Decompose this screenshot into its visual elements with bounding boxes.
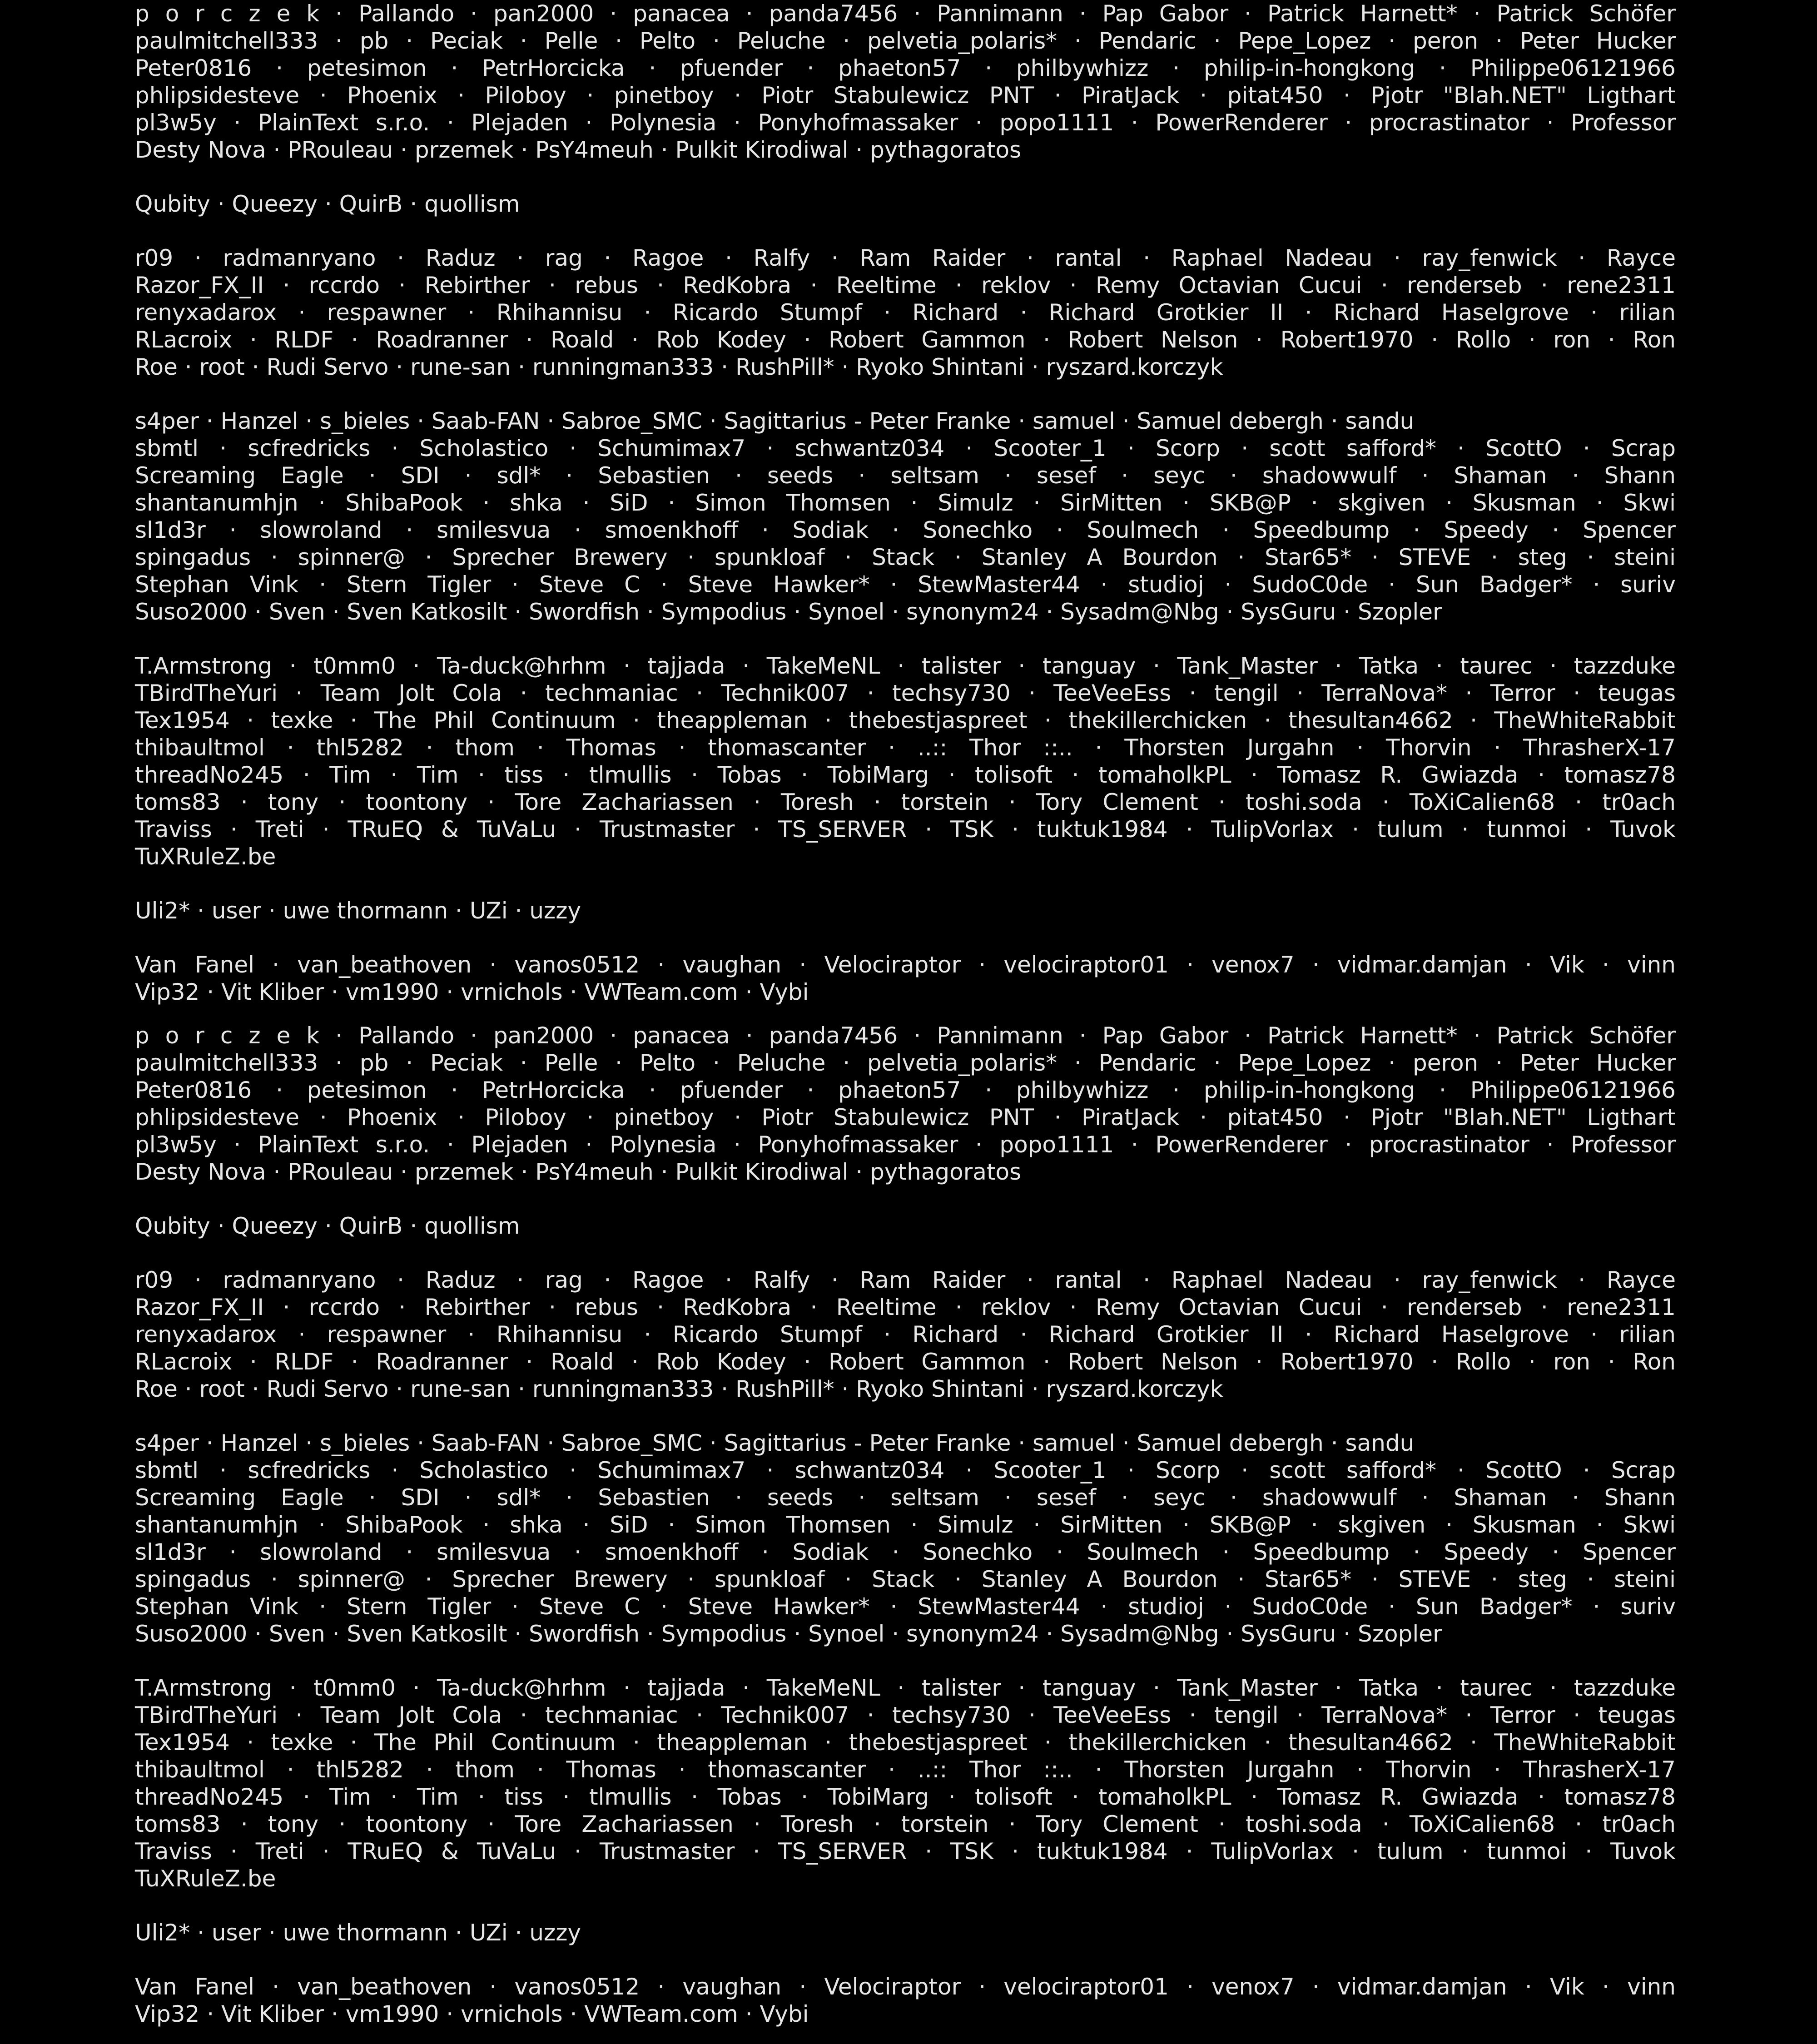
credits-line: T.Armstrong · t0mm0 · Ta-duck@hrhm · tajjada · TakeMeNL · talister · tanguay · Tank_Master · Tatka · taurec · tazzduke bbox=[135, 653, 1676, 679]
credits-line: Suso2000 · Sven · Sven Katkosilt · Swordfish · Sympodius · Synoel · synonym24 · Sysadm@Nbg · SysGuru · Szopler bbox=[135, 599, 1442, 625]
credits-group-r bbox=[135, 1266, 1676, 1403]
credits-line: renyxadarox · respawner · Rhihannisu · Ricardo Stumpf · Richard · Richard Grotkier II · Richard Haselgrove · rilian bbox=[135, 299, 1676, 326]
credits-line: Razor_FX_II · rccrdo · Rebirther · rebus · RedKobra · Reeltime · reklov · Remy Octavian Cucui · renderseb · rene2311 bbox=[135, 272, 1676, 298]
credits-line: s4per · Hanzel · s_bieles · Saab-FAN · Sabroe_SMC · Sagittarius - Peter Franke · samuel · Samuel debergh · sandu bbox=[135, 1430, 1415, 1456]
credits-group-p bbox=[135, 0, 1676, 164]
credits-line: r09 · radmanryano · Raduz · rag · Ragoe · Ralfy · Ram Raider · rantal · Raphael Nadeau · ray_fenwick · Rayce bbox=[135, 1267, 1676, 1293]
credits-line: Uli2* · user · uwe thormann · UZi · uzzy bbox=[135, 898, 581, 924]
credits-line: Van Fanel · van_beathoven · vanos0512 · vaughan · Velociraptor · velociraptor01 · venox7 · vidmar.damjan · Vik · vinn bbox=[135, 952, 1676, 978]
credits-group-q bbox=[135, 1212, 1676, 1240]
credits-line: Tex1954 · texke · The Phil Continuum · theappleman · thebestjaspreet · thekillerchicken · thesultan4662 · TheWhiteRabbit bbox=[135, 1729, 1676, 1756]
credits-line: TuXRuleZ.be bbox=[135, 843, 276, 870]
credits-line: RLacroix · RLDF · Roadranner · Roald · Rob Kodey · Robert Gammon · Robert Nelson · Robert1970 · Rollo · ron · Ron bbox=[135, 327, 1676, 353]
credits-line: Suso2000 · Sven · Sven Katkosilt · Swordfish · Sympodius · Synoel · synonym24 · Sysadm@Nbg · SysGuru · Szopler bbox=[135, 1621, 1442, 1647]
credits-group-r bbox=[135, 244, 1676, 381]
credits-line: spingadus · spinner@ · Sprecher Brewery · spunkloaf · Stack · Stanley A Bourdon · Star65* · STEVE · steg · steini bbox=[135, 544, 1676, 571]
credits-group-t bbox=[135, 652, 1676, 870]
credits-line: Qubity · Queezy · QuirB · quollism bbox=[135, 1213, 520, 1239]
credits-line: shantanumhjn · ShibaPook · shka · SiD · Simon Thomsen · Simulz · SirMitten · SKB@P · skgiven · Skusman · Skwi bbox=[135, 1512, 1676, 1538]
credits-line: threadNo245 · Tim · Tim · tiss · tlmullis · Tobas · TobiMarg · tolisoft · tomaholkPL · Tomasz R. Gwiazda · tomasz78 bbox=[135, 762, 1676, 788]
credits-line: T.Armstrong · t0mm0 · Ta-duck@hrhm · tajjada · TakeMeNL · talister · tanguay · Tank_Master · Tatka · taurec · tazzduke bbox=[135, 1675, 1676, 1701]
credits-group-u bbox=[135, 897, 1676, 924]
credits-line: pl3w5y · PlainText s.r.o. · Plejaden · Polynesia · Ponyhofmassaker · popo1111 · PowerRenderer · procrastinator · Professor bbox=[135, 1131, 1676, 1158]
credits-line: p o r c z e k · Pallando · pan2000 · panacea · panda7456 · Pannimann · Pap Gabor · Patrick Harnett* · Patrick Schöfer bbox=[135, 1022, 1676, 1049]
credits-line: Stephan Vink · Stern Tigler · Steve C · Steve Hawker* · StewMaster44 · studioj · SudoC0de · Sun Badger* · suriv bbox=[135, 1593, 1676, 1620]
credits-line: Vip32 · Vit Kliber · vm1990 · vrnichols · VWTeam.com · Vybi bbox=[135, 979, 809, 1005]
credits-line: spingadus · spinner@ · Sprecher Brewery · spunkloaf · Stack · Stanley A Bourdon · Star65* · STEVE · steg · steini bbox=[135, 1566, 1676, 1593]
credits-line: sbmtl · scfredricks · Scholastico · Schumimax7 · schwantz034 · Scooter_1 · Scorp · scott safford* · ScottO · Scrap bbox=[135, 1457, 1676, 1483]
credits-line: toms83 · tony · toontony · Tore Zachariassen · Toresh · torstein · Tory Clement · toshi.soda · ToXiCalien68 · tr0ach bbox=[135, 1811, 1676, 1837]
credits-line: Traviss · Treti · TRuEQ & TuVaLu · Trustmaster · TS_SERVER · TSK · tuktuk1984 · TulipVorlax · tulum · tunmoi · Tuvok bbox=[135, 816, 1676, 843]
credits-line: Uli2* · user · uwe thormann · UZi · uzzy bbox=[135, 1920, 581, 1946]
credits-line: sl1d3r · slowroland · smilesvua · smoenkhoff · Sodiak · Sonechko · Soulmech · Speedbump · Speedy · Spencer bbox=[135, 517, 1676, 543]
credits-line: Qubity · Queezy · QuirB · quollism bbox=[135, 191, 520, 217]
credits-line: Desty Nova · PRouleau · przemek · PsY4meuh · Pulkit Kirodiwal · pythagoratos bbox=[135, 1159, 1022, 1185]
credits-group-q bbox=[135, 190, 1676, 218]
credits-line: toms83 · tony · toontony · Tore Zachariassen · Toresh · torstein · Tory Clement · toshi.soda · ToXiCalien68 · tr0ach bbox=[135, 789, 1676, 815]
credits-line: paulmitchell333 · pb · Peciak · Pelle · Pelto · Peluche · pelvetia_polaris* · Pendaric · Pepe_Lopez · peron · Peter Hucker bbox=[135, 1050, 1676, 1076]
credits-line: phlipsidesteve · Phoenix · Piloboy · pinetboy · Piotr Stabulewicz PNT · PiratJack · pitat450 · Pjotr "Blah.NET" Ligthart bbox=[135, 1104, 1676, 1131]
credits-line: Traviss · Treti · TRuEQ & TuVaLu · Trustmaster · TS_SERVER · TSK · tuktuk1984 · TulipVorlax · tulum · tunmoi · Tuvok bbox=[135, 1838, 1676, 1865]
credits-column bbox=[135, 1022, 1676, 2028]
credits-group-u bbox=[135, 1919, 1676, 1946]
credits-line: s4per · Hanzel · s_bieles · Saab-FAN · Sabroe_SMC · Sagittarius - Peter Franke · samuel · Samuel debergh · sandu bbox=[135, 408, 1415, 434]
credits-line: Roe · root · Rudi Servo · rune-san · runningman333 · RushPill* · Ryoko Shintani · ryszard.korczyk bbox=[135, 354, 1223, 380]
credits-line: TBirdTheYuri · Team Jolt Cola · techmaniac · Technik007 · techsy730 · TeeVeeEss · tengil · TerraNova* · Terror · teugas bbox=[135, 1702, 1676, 1728]
credits-line: TuXRuleZ.be bbox=[135, 1865, 276, 1892]
credits-line: paulmitchell333 · pb · Peciak · Pelle · Pelto · Peluche · pelvetia_polaris* · Pendaric · Pepe_Lopez · peron · Peter Hucker bbox=[135, 28, 1676, 54]
credits-group-v bbox=[135, 951, 1676, 1006]
credits-line: Stephan Vink · Stern Tigler · Steve C · Steve Hawker* · StewMaster44 · studioj · SudoC0de · Sun Badger* · suriv bbox=[135, 571, 1676, 598]
credits-line: threadNo245 · Tim · Tim · tiss · tlmullis · Tobas · TobiMarg · tolisoft · tomaholkPL · Tomasz R. Gwiazda · tomasz78 bbox=[135, 1784, 1676, 1810]
credits-line: sbmtl · scfredricks · Scholastico · Schumimax7 · schwantz034 · Scooter_1 · Scorp · scott safford* · ScottO · Scrap bbox=[135, 435, 1676, 461]
credits-line: sl1d3r · slowroland · smilesvua · smoenkhoff · Sodiak · Sonechko · Soulmech · Speedbump · Speedy · Spencer bbox=[135, 1539, 1676, 1565]
credits-line: Van Fanel · van_beathoven · vanos0512 · vaughan · Velociraptor · velociraptor01 · venox7 · vidmar.damjan · Vik · vinn bbox=[135, 1974, 1676, 2000]
credits-group-v bbox=[135, 1973, 1676, 2028]
credits-group-p bbox=[135, 1022, 1676, 1186]
credits-line: Tex1954 · texke · The Phil Continuum · theappleman · thebestjaspreet · thekillerchicken · thesultan4662 · TheWhiteRabbit bbox=[135, 707, 1676, 734]
credits-line: thibaultmol · thl5282 · thom · Thomas · thomascanter · ..:: Thor ::.. · Thorsten Jurgahn · Thorvin · ThrasherX-17 bbox=[135, 734, 1676, 761]
credits-column bbox=[135, 0, 1676, 1006]
credits-line: Screaming Eagle · SDI · sdl* · Sebastien · seeds · seltsam · sesef · seyc · shadowwulf · Shaman · Shann bbox=[135, 1484, 1676, 1511]
credits-line: RLacroix · RLDF · Roadranner · Roald · Rob Kodey · Robert Gammon · Robert Nelson · Robert1970 · Rollo · ron · Ron bbox=[135, 1349, 1676, 1375]
credits-line: Razor_FX_II · rccrdo · Rebirther · rebus · RedKobra · Reeltime · reklov · Remy Octavian Cucui · renderseb · rene2311 bbox=[135, 1294, 1676, 1320]
credits-group-s bbox=[135, 407, 1676, 625]
credits-line: thibaultmol · thl5282 · thom · Thomas · thomascanter · ..:: Thor ::.. · Thorsten Jurgahn · Thorvin · ThrasherX-17 bbox=[135, 1756, 1676, 1783]
credits-line: renyxadarox · respawner · Rhihannisu · Ricardo Stumpf · Richard · Richard Grotkier II · Richard Haselgrove · rilian bbox=[135, 1321, 1676, 1348]
credits-line: Peter0816 · petesimon · PetrHorcicka · pfuender · phaeton57 · philbywhizz · philip-in-hongkong · Philippe06121966 bbox=[135, 1077, 1676, 1103]
credits-line: Vip32 · Vit Kliber · vm1990 · vrnichols · VWTeam.com · Vybi bbox=[135, 2001, 809, 2027]
credits-group-s bbox=[135, 1429, 1676, 1647]
credits-line: Screaming Eagle · SDI · sdl* · Sebastien · seeds · seltsam · sesef · seyc · shadowwulf · Shaman · Shann bbox=[135, 462, 1676, 489]
credits-group-t bbox=[135, 1674, 1676, 1892]
credits-line: Desty Nova · PRouleau · przemek · PsY4meuh · Pulkit Kirodiwal · pythagoratos bbox=[135, 137, 1022, 163]
credits-pane-bottom bbox=[0, 1022, 1817, 2044]
credits-line: r09 · radmanryano · Raduz · rag · Ragoe · Ralfy · Ram Raider · rantal · Raphael Nadeau · ray_fenwick · Rayce bbox=[135, 245, 1676, 271]
credits-line: shantanumhjn · ShibaPook · shka · SiD · Simon Thomsen · Simulz · SirMitten · SKB@P · skgiven · Skusman · Skwi bbox=[135, 490, 1676, 516]
credits-line: p o r c z e k · Pallando · pan2000 · panacea · panda7456 · Pannimann · Pap Gabor · Patrick Harnett* · Patrick Schöfer bbox=[135, 0, 1676, 27]
credits-line: Roe · root · Rudi Servo · rune-san · runningman333 · RushPill* · Ryoko Shintani · ryszard.korczyk bbox=[135, 1376, 1223, 1402]
credits-line: phlipsidesteve · Phoenix · Piloboy · pinetboy · Piotr Stabulewicz PNT · PiratJack · pitat450 · Pjotr "Blah.NET" Ligthart bbox=[135, 82, 1676, 109]
credits-line: Peter0816 · petesimon · PetrHorcicka · pfuender · phaeton57 · philbywhizz · philip-in-hongkong · Philippe06121966 bbox=[135, 55, 1676, 81]
credits-line: TBirdTheYuri · Team Jolt Cola · techmaniac · Technik007 · techsy730 · TeeVeeEss · tengil · TerraNova* · Terror · teugas bbox=[135, 680, 1676, 706]
credits-line: pl3w5y · PlainText s.r.o. · Plejaden · Polynesia · Ponyhofmassaker · popo1111 · PowerRenderer · procrastinator · Professor bbox=[135, 109, 1676, 136]
